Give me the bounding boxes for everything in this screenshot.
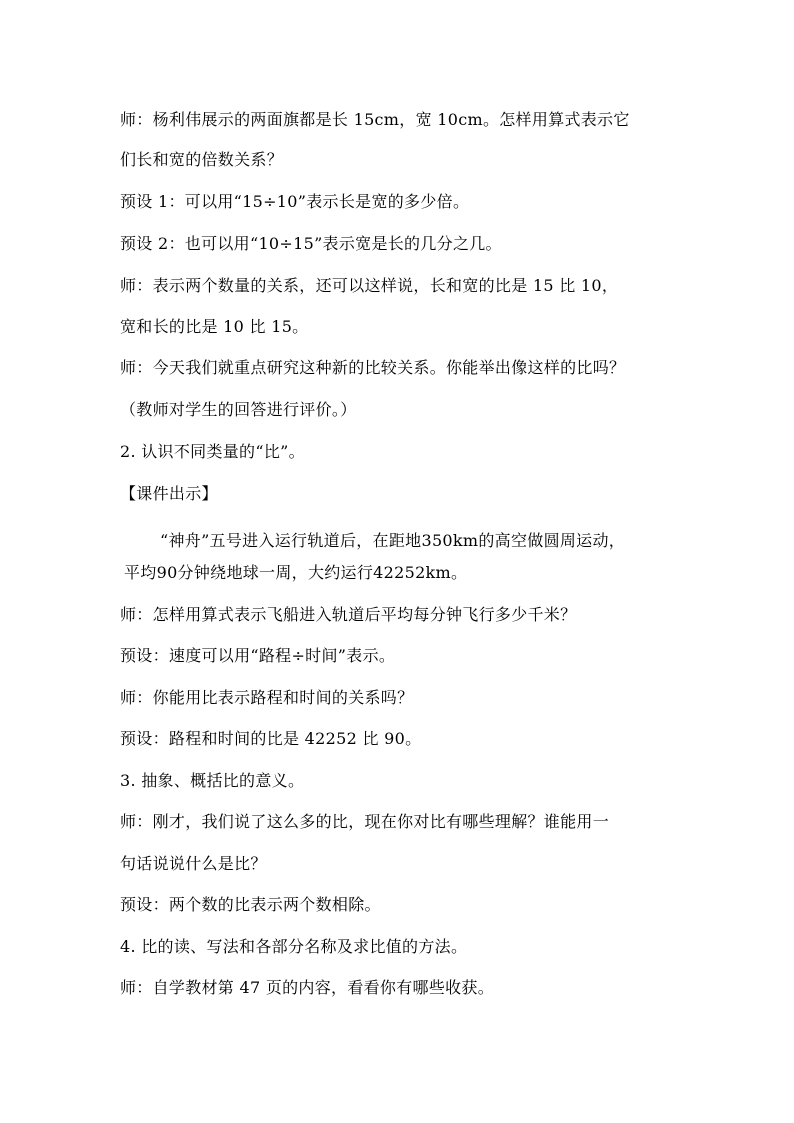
paragraph-teacher-ratio: 师：表示两个数量的关系，还可以这样说，长和宽的比是 15 比 10， [120, 276, 619, 295]
courseware-text-line-2: 平均90分钟绕地球一周，大约运行42252km。 [124, 563, 468, 582]
paragraph-teacher-understanding-cont: 句话说说什么是比？ [120, 854, 267, 873]
section-heading-3: 3. 抽象、概括比的意义。 [120, 771, 305, 790]
paragraph-teacher-selfstudy: 师：自学教材第 47 页的内容，看看你有哪些收获。 [120, 978, 495, 997]
paragraph-teacher-relation: 师：你能用比表示路程和时间的关系吗？ [120, 688, 414, 707]
paragraph-teacher-today: 师：今天我们就重点研究这种新的比较关系。你能举出像这样的比吗？ [120, 358, 626, 377]
paragraph-preset-definition: 预设：两个数的比表示两个数相除。 [120, 895, 381, 914]
paragraph-teacher-speed: 师：怎样用算式表示飞船进入轨道后平均每分钟飞行多少千米？ [120, 605, 577, 624]
paragraph-teacher-flags: 师：杨利伟展示的两面旗都是长 15cm，宽 10cm。怎样用算式表示它 [120, 110, 630, 129]
paragraph-teacher-ratio-cont: 宽和长的比是 10 比 15。 [120, 317, 309, 336]
courseware-text-line-1: “神舟”五号进入运行轨道后，在距地350km的高空做圆周运动， [160, 531, 626, 550]
paragraph-evaluation-note: （教师对学生的回答进行评价。） [120, 400, 357, 419]
paragraph-preset-2: 预设 2：也可以用“10÷15”表示宽是长的几分之几。 [120, 234, 502, 253]
paragraph-preset-speed: 预设：速度可以用“路程÷时间”表示。 [120, 646, 396, 665]
paragraph-teacher-understanding: 师：刚才，我们说了这么多的比，现在你对比有哪些理解？谁能用一 [120, 812, 610, 831]
section-heading-4: 4. 比的读、写法和各部分名称及求比值的方法。 [120, 937, 468, 956]
paragraph-teacher-flags-cont: 们长和宽的倍数关系？ [120, 150, 284, 169]
section-heading-2: 2. 认识不同类量的“比”。 [120, 442, 305, 461]
paragraph-preset-relation: 预设：路程和时间的比是 42252 比 90。 [120, 729, 422, 748]
paragraph-preset-1: 预设 1：可以用“15÷10”表示长是宽的多少倍。 [120, 192, 470, 211]
courseware-label: 【课件出示】 [120, 484, 218, 503]
